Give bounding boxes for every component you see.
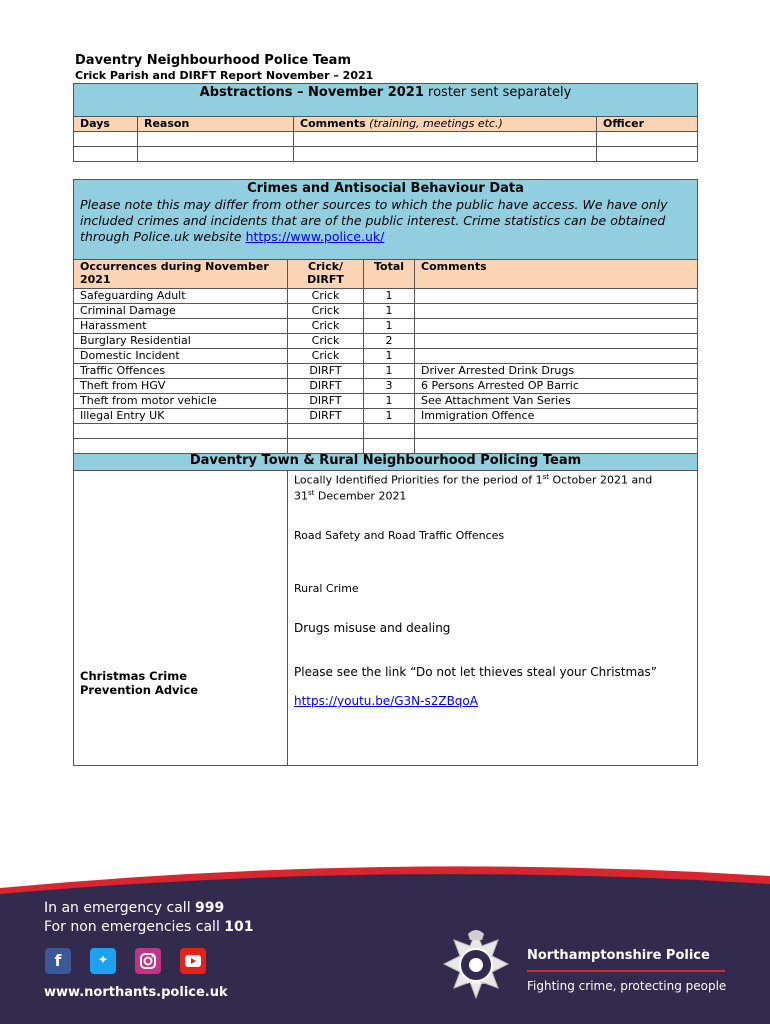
table-row <box>74 379 698 394</box>
total: 1 <box>364 394 415 409</box>
location: DIRFT <box>288 409 364 424</box>
comment <box>415 349 698 364</box>
col-occurrences: Occurrences during November 2021 <box>74 260 288 289</box>
location: Crick <box>288 304 364 319</box>
christmas-advice-label <box>80 669 198 697</box>
priority-2: Rural Crime <box>294 582 359 596</box>
table-row <box>74 289 698 304</box>
intro-sup-2: st <box>308 488 315 497</box>
col-days: Days <box>74 117 138 132</box>
occurrence: Traffic Offences <box>74 364 288 379</box>
intro-part-b: October 2021 and <box>549 473 653 487</box>
col-comments-hint: (training, meetings etc.) <box>365 117 503 130</box>
report-team-title: Daventry Neighbourhood Police Team <box>75 53 351 68</box>
location: Crick <box>288 319 364 334</box>
priority-1: Road Safety and Road Traffic Offences <box>294 529 505 543</box>
location: Crick <box>288 349 364 364</box>
location: DIRFT <box>288 379 364 394</box>
website-link[interactable]: www.northants.police.uk <box>44 985 228 1000</box>
occurrence: Safeguarding Adult <box>74 289 288 304</box>
col-total: Total <box>364 260 415 289</box>
table-row <box>74 334 698 349</box>
occurrence: Criminal Damage <box>74 304 288 319</box>
instagram-icon[interactable] <box>135 948 161 974</box>
comment <box>415 289 698 304</box>
crimes-intro <box>74 180 698 260</box>
location: DIRFT <box>288 394 364 409</box>
abstractions-title <box>74 84 698 117</box>
intro-part-a: Locally Identified Priorities for the period of 1 <box>294 473 543 487</box>
table-row <box>74 409 698 424</box>
table-row <box>74 424 698 439</box>
comment: See Attachment Van Series <box>415 394 698 409</box>
col-crime-comments: Comments <box>415 260 698 289</box>
abstractions-title-bold: Abstractions – November 2021 <box>199 85 424 100</box>
comment: 6 Persons Arrested OP Barric <box>415 379 698 394</box>
col-officer: Officer <box>597 117 698 132</box>
advice-label-line-1: Christmas Crime <box>80 669 188 683</box>
advice-text: Please see the link “Do not let thieves steal your Christmas” <box>294 665 658 680</box>
total: 1 <box>364 364 415 379</box>
location: DIRFT <box>288 364 364 379</box>
intro-sup-1: st <box>542 473 549 481</box>
total: 1 <box>364 304 415 319</box>
total: 3 <box>364 379 415 394</box>
location: Crick <box>288 334 364 349</box>
report-subtitle: Crick Parish and DIRFT Report November – 2021 <box>75 69 374 82</box>
brand-tagline: Fighting crime, protecting people <box>527 979 727 993</box>
crimes-note <box>80 197 668 244</box>
table-row <box>74 132 698 147</box>
advice-label-cell <box>74 471 288 766</box>
twitter-icon[interactable]: ✦ <box>90 948 116 974</box>
youtube-glyph <box>180 948 206 974</box>
emergency-number: 999 <box>195 900 225 916</box>
priority-3: Drugs misuse and dealing <box>294 621 451 636</box>
total: 1 <box>364 289 415 304</box>
crimes-table <box>73 179 698 766</box>
table-row <box>74 394 698 409</box>
occurrence: Theft from motor vehicle <box>74 394 288 409</box>
brand-divider <box>527 970 725 972</box>
comment: Immigration Offence <box>415 409 698 424</box>
crimes-note-text: Please note this may differ from other sources to which the public have access. We have only included crimes and incidents that are of the public interest. Crime statistics can be obtained through Police.uk website <box>80 197 668 244</box>
non-emergency-line <box>44 919 254 935</box>
crimes-title: Crimes and Antisocial Behaviour Data <box>247 181 524 196</box>
comment <box>415 334 698 349</box>
total: 2 <box>364 334 415 349</box>
advice-label-line-2: Prevention Advice <box>80 683 199 697</box>
col-reason: Reason <box>138 117 294 132</box>
location: Crick <box>288 289 364 304</box>
table-row <box>74 304 698 319</box>
police-badge-icon <box>440 928 512 1012</box>
intro-part-d: December 2021 <box>314 489 407 503</box>
total: 1 <box>364 349 415 364</box>
team-section-title: Daventry Town & Rural Neighbourhood Policing Team <box>74 454 698 471</box>
col-comments <box>294 117 597 132</box>
occurrence: Domestic Incident <box>74 349 288 364</box>
occurrence: Illegal Entry UK <box>74 409 288 424</box>
priorities-cell <box>288 471 698 766</box>
table-row <box>74 319 698 334</box>
abstractions-title-rest: roster sent separately <box>423 85 572 100</box>
non-emergency-text: For non emergencies call <box>44 919 225 935</box>
emergency-line <box>44 900 224 916</box>
occurrence: Burglary Residential <box>74 334 288 349</box>
occurrence: Theft from HGV <box>74 379 288 394</box>
comment <box>415 304 698 319</box>
table-row <box>74 349 698 364</box>
table-row <box>74 147 698 162</box>
total: 1 <box>364 319 415 334</box>
total: 1 <box>364 409 415 424</box>
instagram-glyph <box>135 948 161 974</box>
abstractions-table <box>73 83 698 162</box>
facebook-icon[interactable]: f <box>45 948 71 974</box>
youtube-icon[interactable] <box>180 948 206 974</box>
police-uk-link[interactable]: https://www.police.uk/ <box>245 229 385 244</box>
col-comments-label: Comments <box>300 117 366 130</box>
non-emergency-number: 101 <box>224 919 254 935</box>
comment <box>415 319 698 334</box>
priorities-intro <box>294 471 691 502</box>
badge-label: POLICE <box>467 980 485 986</box>
col-location: Crick/ DIRFT <box>288 260 364 289</box>
intro-part-c: 31 <box>294 489 308 503</box>
emergency-text: In an emergency call <box>44 900 196 916</box>
table-row <box>74 439 698 454</box>
brand-name: Northamptonshire Police <box>527 948 710 963</box>
advice-video-link[interactable]: https://youtu.be/G3N-s2ZBqoA <box>294 694 478 709</box>
occurrence: Harassment <box>74 319 288 334</box>
comment: Driver Arrested Drink Drugs <box>415 364 698 379</box>
table-row <box>74 364 698 379</box>
